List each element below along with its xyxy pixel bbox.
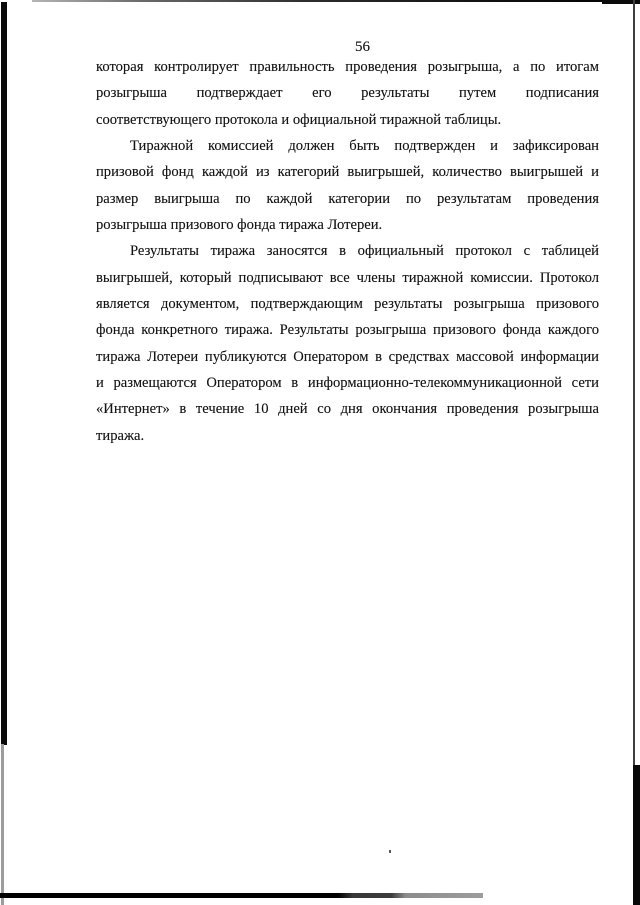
body-text [96,54,599,449]
text-line: Тиражной комиссией должен быть подтвержден и зафиксирован [130,138,599,155]
text-line: соответствующего протокола и официальной тиражной таблицы. [96,111,502,128]
paragraph [96,238,599,449]
text-line: розыгрыша призового фонда тиража Лотереи. [96,217,383,234]
scan-artifact-left-border [1,2,7,745]
text-line: тиража. [96,427,145,444]
text-line: которая контролирует правильность проведения розыгрыша, а по итогам [96,59,599,75]
text-line: размер выигрыша по каждой категории по результатам проведения [96,190,599,207]
scan-artifact-top-edge [32,0,640,2]
scan-artifact-speck [389,850,391,853]
text-line: розыгрыша подтверждает его результаты путем подписания [96,85,599,102]
text-line: фонда конкретного тиража. Результаты розыгрыша призового фонда каждого [96,322,599,339]
paragraph [96,133,599,238]
scan-artifact-bottom-bar [0,893,483,898]
text-line: является документом, подтверждающим результаты розыгрыша призового [96,296,599,313]
text-line: и размещаются Оператором в информационно-телекоммуникационной сети [96,375,599,392]
scan-artifact-right-border-bottom [633,765,640,905]
page-number: 56 [355,39,370,55]
scan-artifact-left-border-faint [1,744,4,905]
text-line: выигрышей, который подписывают все члены тиражной комиссии. Протокол [96,269,599,286]
text-line: Результаты тиража заносятся в официальный протокол с таблицей [130,243,599,260]
text-line: призовой фонд каждой из категорий выигрышей, количество выигрышей и [96,164,599,181]
paragraph [96,54,599,133]
text-line: тиража Лотереи публикуются Оператором в средствах массовой информации [96,348,599,365]
text-line: «Интернет» в течение 10 дней со дня окончания проведения розыгрыша [96,401,599,418]
